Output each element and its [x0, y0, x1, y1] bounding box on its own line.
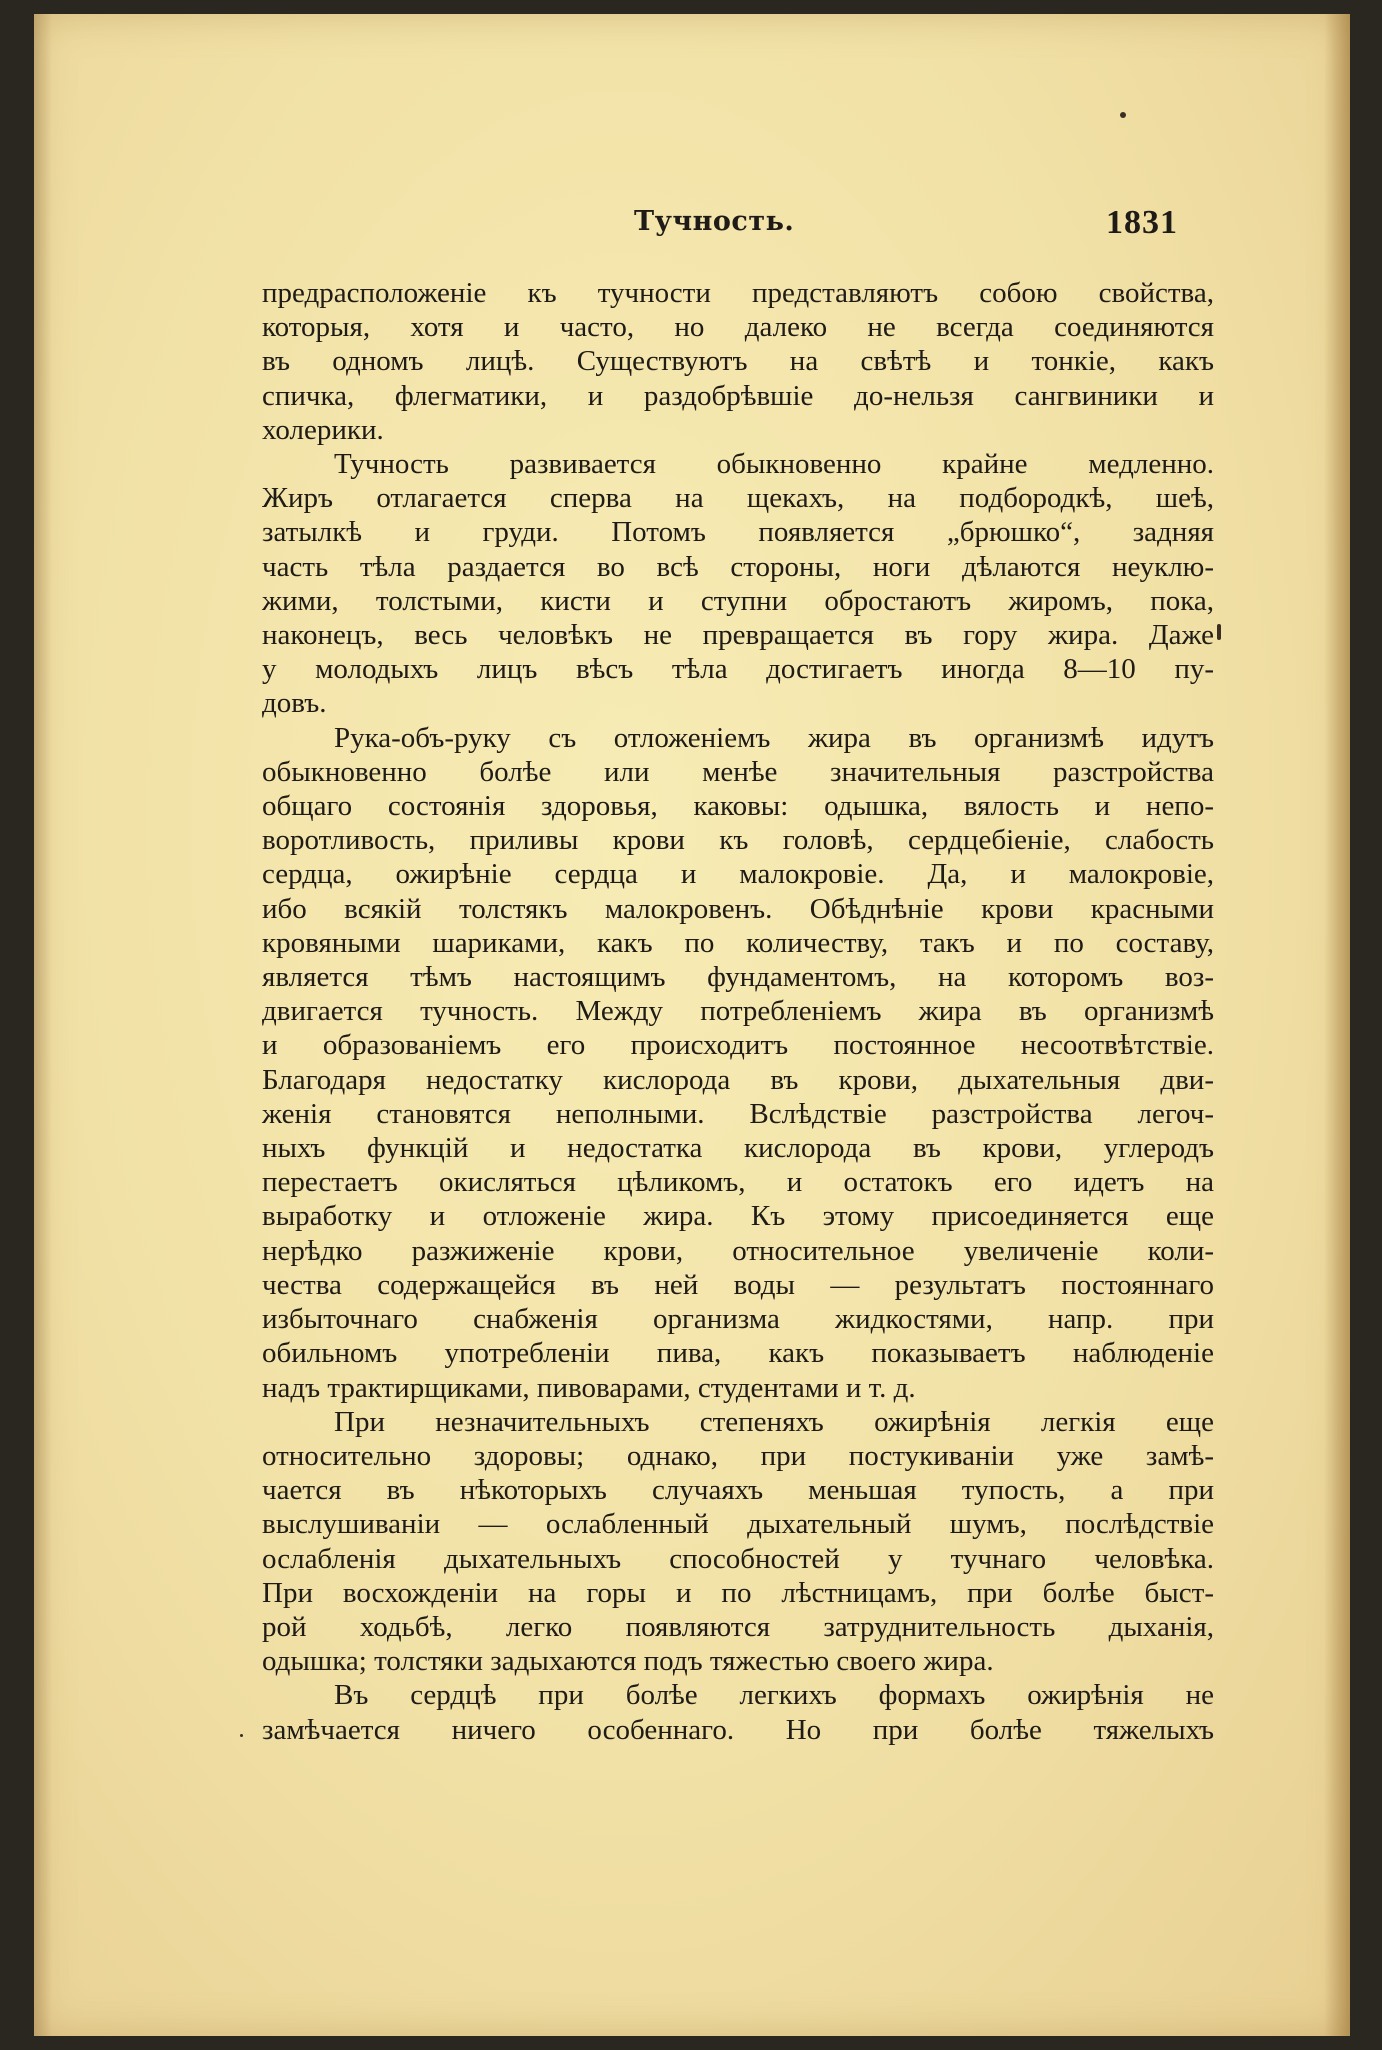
text-line: ослабленія дыхательныхъ способностей у тучнаго человѣка. — [262, 1542, 1214, 1575]
text-line: Жиръ отлагается сперва на щекахъ, на подбородкѣ, шеѣ, — [262, 482, 1214, 515]
text-line: ибо всякій толстякъ малокровенъ. Обѣднѣніе крови красными — [262, 892, 1214, 925]
book-page — [34, 14, 1350, 2036]
body-text — [262, 276, 1214, 1747]
text-line: одышка; толстяки задыхаются подъ тяжестью своего жира. — [262, 1645, 994, 1678]
page-header — [34, 194, 1350, 254]
text-line: часть тѣла раздается во всѣ стороны, ноги дѣлаются неуклю- — [262, 550, 1214, 583]
text-line: При восхожденіи на горы и по лѣстницамъ, при болѣе быст- — [262, 1576, 1214, 1609]
text-line: Въ сердцѣ при болѣе легкихъ формахъ ожирѣнія не — [334, 1679, 1214, 1712]
text-line: выработку и отложеніе жира. Къ этому присоединяется еще — [262, 1200, 1214, 1233]
paragraph — [262, 1405, 1214, 1679]
running-title: Тучность. — [634, 206, 795, 237]
paragraph — [262, 721, 1214, 1405]
text-line: которыя, хотя и часто, но далеко не всегда соединяются — [262, 311, 1214, 344]
text-line: двигается тучность. Между потребленіемъ жира въ организмѣ — [262, 995, 1214, 1028]
text-line: довъ. — [262, 687, 327, 720]
text-line: наконецъ, весь человѣкъ не превращается въ гору жира. Даже — [262, 619, 1214, 652]
text-line: и образованіемъ его происходитъ постоянное несоотвѣтствіе. — [262, 1029, 1214, 1062]
paragraph — [262, 1678, 1214, 1746]
paragraph — [262, 447, 1214, 721]
text-line: чается въ нѣкоторыхъ случаяхъ меньшая тупость, а при — [262, 1474, 1214, 1507]
page-number: 1831 — [1106, 204, 1178, 241]
text-line: общаго состоянія здоровья, каковы: одышка, вялость и непо- — [262, 790, 1214, 823]
text-line: нерѣдко разжиженіе крови, относительное увеличеніе коли- — [262, 1234, 1214, 1267]
text-line: Рука-объ-руку съ отложеніемъ жира въ организмѣ идутъ — [334, 721, 1214, 754]
text-line: Благодаря недостатку кислорода въ крови, дыхательныя дви- — [262, 1063, 1214, 1096]
text-line: затылкѣ и груди. Потомъ появляется „брюшко“, задняя — [262, 516, 1214, 549]
text-line: холерики. — [262, 413, 384, 446]
ink-speck — [1217, 624, 1221, 640]
text-line: замѣчается ничего особеннаго. Но при болѣе тяжелыхъ — [262, 1713, 1214, 1746]
text-line: у молодыхъ лицъ вѣсъ тѣла достигаетъ иногда 8—10 пу- — [262, 653, 1214, 686]
text-line: относительно здоровы; однако, при постукиваніи уже замѣ- — [262, 1439, 1214, 1472]
text-line: женія становятся неполными. Вслѣдствіе разстройства легоч- — [262, 1097, 1214, 1130]
text-line: рой ходьбѣ, легко появляются затруднительность дыханія, — [262, 1610, 1214, 1643]
text-line: выслушиваніи — ослабленный дыхательный шумъ, послѣдствіе — [262, 1508, 1214, 1541]
text-line: жими, толстыми, кисти и ступни обростаютъ жиромъ, пока, — [262, 584, 1214, 617]
text-line: Тучность развивается обыкновенно крайне медленно. — [334, 448, 1214, 481]
paragraph — [262, 276, 1214, 447]
text-line: спичка, флегматики, и раздобрѣвшіе до-нельзя сангвиники и — [262, 379, 1214, 412]
text-line: въ одномъ лицѣ. Существуютъ на свѣтѣ и тонкіе, какъ — [262, 345, 1214, 378]
text-line: является тѣмъ настоящимъ фундаментомъ, на которомъ воз- — [262, 961, 1214, 994]
text-line: сердца, ожирѣніе сердца и малокровіе. Да, и малокровіе, — [262, 858, 1214, 891]
text-line: обыкновенно болѣе или менѣе значительныя разстройства — [262, 755, 1214, 788]
text-line: кровяными шариками, какъ по количеству, такъ и по составу, — [262, 926, 1214, 959]
text-line: надъ трактирщиками, пивоварами, студентами и т. д. — [262, 1371, 916, 1404]
text-line: чества содержащейся въ ней воды — результатъ постояннаго — [262, 1268, 1214, 1301]
text-line: При незначительныхъ степеняхъ ожирѣнія легкія еще — [334, 1405, 1214, 1438]
text-line: обильномъ употребленіи пива, какъ показываетъ наблюденіе — [262, 1337, 1214, 1370]
text-line: ныхъ функцій и недостатка кислорода въ крови, углеродъ — [262, 1132, 1214, 1165]
text-line: избыточнаго снабженія организма жидкостями, напр. при — [262, 1303, 1214, 1336]
text-line: воротливость, приливы крови къ головѣ, сердцебіеніе, слабость — [262, 824, 1214, 857]
text-line: перестаетъ окисляться цѣликомъ, и остатокъ его идетъ на — [262, 1166, 1214, 1199]
text-line: предрасположеніе къ тучности представляютъ собою свойства, — [262, 277, 1214, 309]
ink-speck — [240, 1734, 243, 1737]
ink-speck — [1120, 112, 1126, 118]
